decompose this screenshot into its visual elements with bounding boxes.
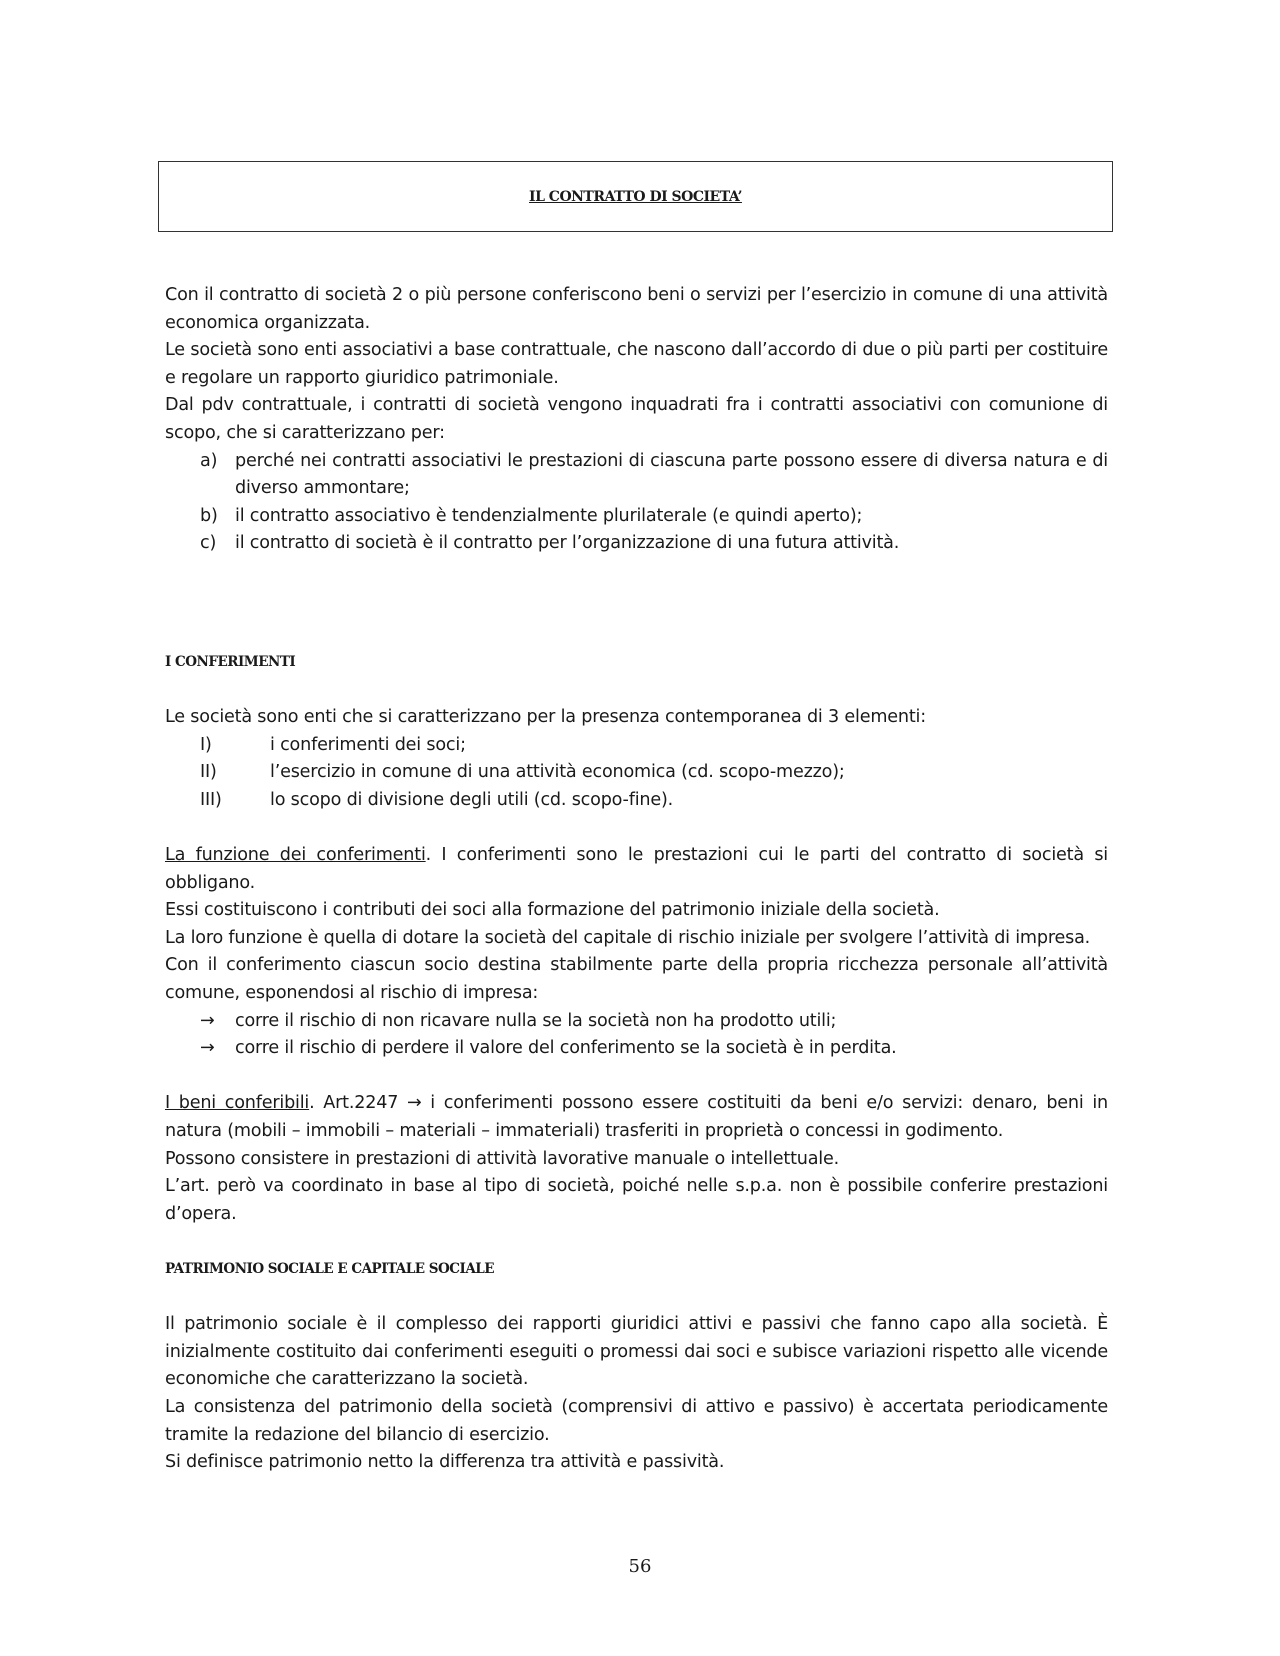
- patrimonio-paragraph-1: Il patrimonio sociale è il complesso dei rapporti giuridici attivi e passivi che fanno capo alla società. È inizialmente costituito dai conferimenti eseguiti o promessi dai soci e subisce variazioni rispetto alle vicende economiche che caratterizzano la società.: [165, 1314, 1108, 1390]
- elements-list: [165, 732, 1108, 815]
- list-item: [165, 530, 1108, 558]
- list-marker: c): [200, 533, 217, 554]
- conferimenti-paragraph-2: Essi costituiscono i contributi dei soci alla formazione del patrimonio iniziale della società.: [165, 900, 940, 921]
- list-text: l’esercizio in comune di una attività economica (cd. scopo-mezzo);: [270, 762, 845, 783]
- conferimenti-paragraph-6: L’art. però va coordinato in base al tipo di società, poiché nelle s.p.a. non è possibile conferire prestazioni d’opera.: [165, 1176, 1108, 1224]
- list-item: [165, 1035, 1108, 1063]
- rischio-list: [165, 1008, 1108, 1063]
- intro-list: [165, 448, 1108, 558]
- list-text: il contratto di società è il contratto per l’organizzazione di una futura attività.: [235, 533, 900, 554]
- conferimenti-paragraph-5: Possono consistere in prestazioni di attività lavorative manuale o intellettuale.: [165, 1148, 840, 1169]
- funzione-paragraph: [165, 842, 1108, 897]
- title-box: [158, 161, 1113, 232]
- list-text: corre il rischio di non ricavare nulla se la società non ha prodotto utili;: [235, 1010, 837, 1031]
- list-text: il contratto associativo è tendenzialmente plurilaterale (e quindi aperto);: [235, 505, 863, 526]
- beni-label: I beni conferibili: [165, 1093, 310, 1114]
- document-title: IL CONTRATTO DI SOCIETA’: [529, 188, 742, 205]
- beni-paragraph: [165, 1090, 1108, 1145]
- intro-paragraph-2: Le società sono enti associativi a base contrattuale, che nascono dall’accordo di due o più parti per costituire e regolare un rapporto giuridico patrimoniale.: [165, 340, 1108, 388]
- list-item: [165, 503, 1108, 531]
- list-item: [165, 732, 1108, 760]
- list-marker: II): [200, 762, 217, 783]
- arrow-icon: →: [200, 1010, 215, 1031]
- list-item: [165, 448, 1108, 503]
- list-text: corre il rischio di perdere il valore del conferimento se la società è in perdita.: [235, 1038, 897, 1059]
- list-text: perché nei contratti associativi le prestazioni di ciascuna parte possono essere di diversa natura e di diverso ammontare;: [235, 450, 1108, 499]
- funzione-label: La funzione dei conferimenti: [165, 845, 426, 866]
- list-item: [165, 787, 1108, 815]
- conferimenti-paragraph-4: Con il conferimento ciascun socio destina stabilmente parte della propria ricchezza personale all’attività comune, esponendosi al rischio di impresa:: [165, 955, 1108, 1004]
- list-marker: b): [200, 505, 218, 526]
- page-number: 56: [628, 1556, 652, 1577]
- beni-text: . Art.2247 → i conferimenti possono essere costituiti da beni e/o servizi: denaro, beni in natura (mobili – immobili – materiali – immateriali) trasferiti in proprietà o concessi in godimento.: [165, 1093, 1108, 1142]
- list-text: lo scopo di divisione degli utili (cd. scopo-fine).: [270, 789, 674, 810]
- arrow-icon: →: [200, 1038, 215, 1059]
- document-body: [165, 282, 1108, 1477]
- list-text: i conferimenti dei soci;: [270, 734, 466, 755]
- conferimenti-paragraph-1: Le società sono enti che si caratterizzano per la presenza contemporanea di 3 elementi:: [165, 707, 926, 728]
- intro-paragraph-3: Dal pdv contrattuale, i contratti di società vengono inquadrati fra i contratti associativi con comunione di scopo, che si caratterizzano per:: [165, 395, 1108, 443]
- funzione-text: . I conferimenti sono le prestazioni cui le parti del contratto di società si obbligano.: [165, 845, 1108, 893]
- list-marker: III): [200, 789, 222, 810]
- conferimenti-paragraph-3: La loro funzione è quella di dotare la società del capitale di rischio iniziale per svolgere l’attività di impresa.: [165, 927, 1091, 948]
- section-heading-conferimenti: I CONFERIMENTI: [165, 653, 296, 670]
- list-marker: a): [200, 450, 218, 471]
- patrimonio-paragraph-2: La consistenza del patrimonio della società (comprensivi di attivo e passivo) è accertata periodicamente tramite la redazione del bilancio di esercizio.: [165, 1396, 1108, 1445]
- list-item: [165, 759, 1108, 787]
- list-item: [165, 1008, 1108, 1036]
- list-marker: I): [200, 734, 212, 755]
- section-heading-patrimonio: PATRIMONIO SOCIALE E CAPITALE SOCIALE: [165, 1261, 495, 1277]
- patrimonio-paragraph-3: Si definisce patrimonio netto la differenza tra attività e passività.: [165, 1452, 725, 1473]
- intro-paragraph-1: Con il contratto di società 2 o più persone conferiscono beni o servizi per l’esercizio in comune di una attività economica organizzata.: [165, 285, 1108, 333]
